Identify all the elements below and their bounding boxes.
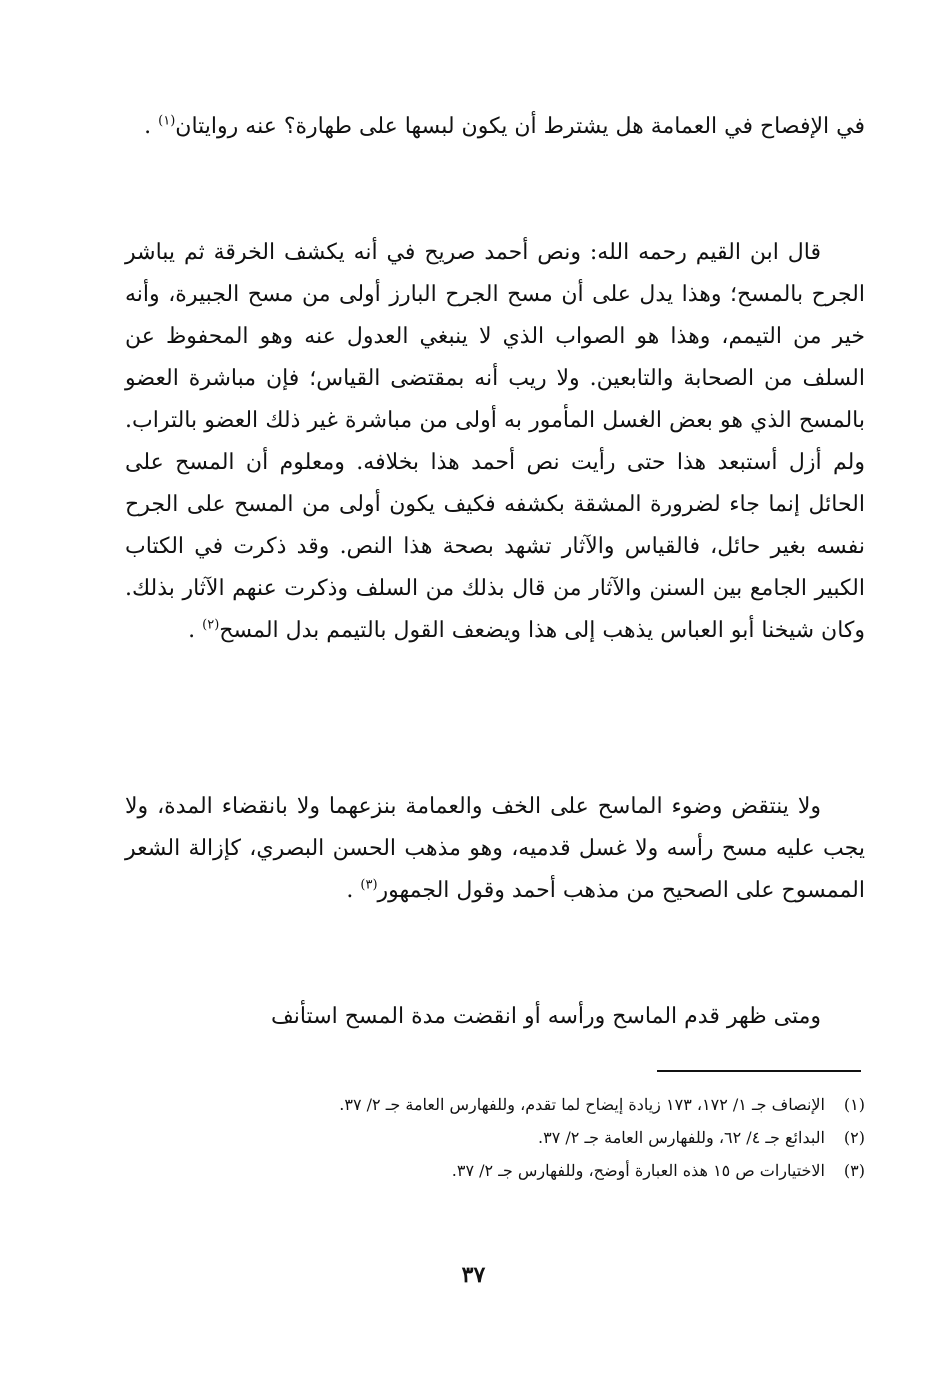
paragraph-2	[125, 232, 865, 652]
footnote-1-number: (١)	[843, 1095, 865, 1114]
footnote-3-number: (٣)	[843, 1161, 865, 1180]
page-number: ٣٧	[461, 1262, 486, 1288]
footnote-1-text: الإنصاف جـ ١/ ١٧٢، ١٧٣ زيادة إيضاح لما تقدم، وللفهارس العامة جـ ٢/ ٣٧.	[339, 1095, 825, 1114]
footnote-ref-2[interactable]: (٢)	[202, 617, 220, 633]
footnote-ref-3[interactable]: (٣)	[360, 877, 378, 893]
footnote-2	[125, 1121, 865, 1154]
paragraph-4-text: ومتى ظهر قدم الماسح ورأسه أو انقضت مدة المسح استأنف	[270, 1004, 821, 1029]
paragraph-1	[125, 106, 865, 148]
paragraph-2-text: قال ابن القيم رحمه الله: ونص أحمد صريح في أنه يكشف الخرقة ثم يباشر الجرح بالمسح؛ وهذا يدل على أن مسح الجرح البارز أولى من مسح الجبيرة، وأنه خير من التيمم، وهذا هو الصواب الذي لا ينبغي العدول عنه وهو المحفوظ عن السلف من الصحابة والتابعين. ولا ريب أنه بمقتضى القياس؛ فإن مباشرة العضو بالمسح الذي هو بعض الغسل المأمور به أولى من مباشرة غير ذلك العضو بالتراب. ولم أزل أستبعد هذا حتى رأيت نص أحمد هذا بخلافه. ومعلوم أن المسح على الحائل إنما جاء لضرورة المشقة بكشفه فكيف يكون أولى من المسح على الجرح نفسه بغير حائل، فالقياس والآثار تشهد بصحة هذا النص. وقد ذكرت في الكتاب الكبير الجامع بين السنن والآثار من قال بذلك من السلف وذكرت عنهم الآثار بذلك. وكان شيخنا أبو العباس يذهب إلى هذا ويضعف القول بالتيمم بدل المسح	[125, 240, 865, 643]
footnotes	[125, 1088, 865, 1187]
paragraph-4	[125, 996, 865, 1038]
footnote-3	[125, 1154, 865, 1187]
footnote-separator	[657, 1070, 861, 1072]
paragraph-3-text: ولا ينتقض وضوء الماسح على الخف والعمامة بنزعهما ولا بانقضاء المدة، ولا يجب عليه مسح رأسه ولا غسل قدميه، وهو مذهب الحسن البصري، كإزالة الشعر الممسوح على الصحيح من مذهب أحمد وقول الجمهور	[125, 794, 865, 903]
paragraph-3	[125, 786, 865, 912]
paragraph-2-end: .	[188, 618, 203, 643]
footnote-ref-1[interactable]: (١)	[158, 113, 176, 129]
paragraph-3-end: .	[346, 878, 361, 903]
footnote-1	[125, 1088, 865, 1121]
footnote-2-text: البدائع جـ ٤/ ٦٢، وللفهارس العامة جـ ٢/ ٣٧.	[538, 1128, 825, 1147]
footnote-3-text: الاختيارات ص ١٥ هذه العبارة أوضح، وللفهارس جـ ٢/ ٣٧.	[451, 1161, 825, 1180]
footnote-2-number: (٢)	[843, 1128, 865, 1147]
paragraph-1-text: في الإفصاح في العمامة هل يشترط أن يكون لبسها على طهارة؟ عنه روايتان	[175, 114, 865, 139]
paragraph-1-end: .	[144, 114, 159, 139]
